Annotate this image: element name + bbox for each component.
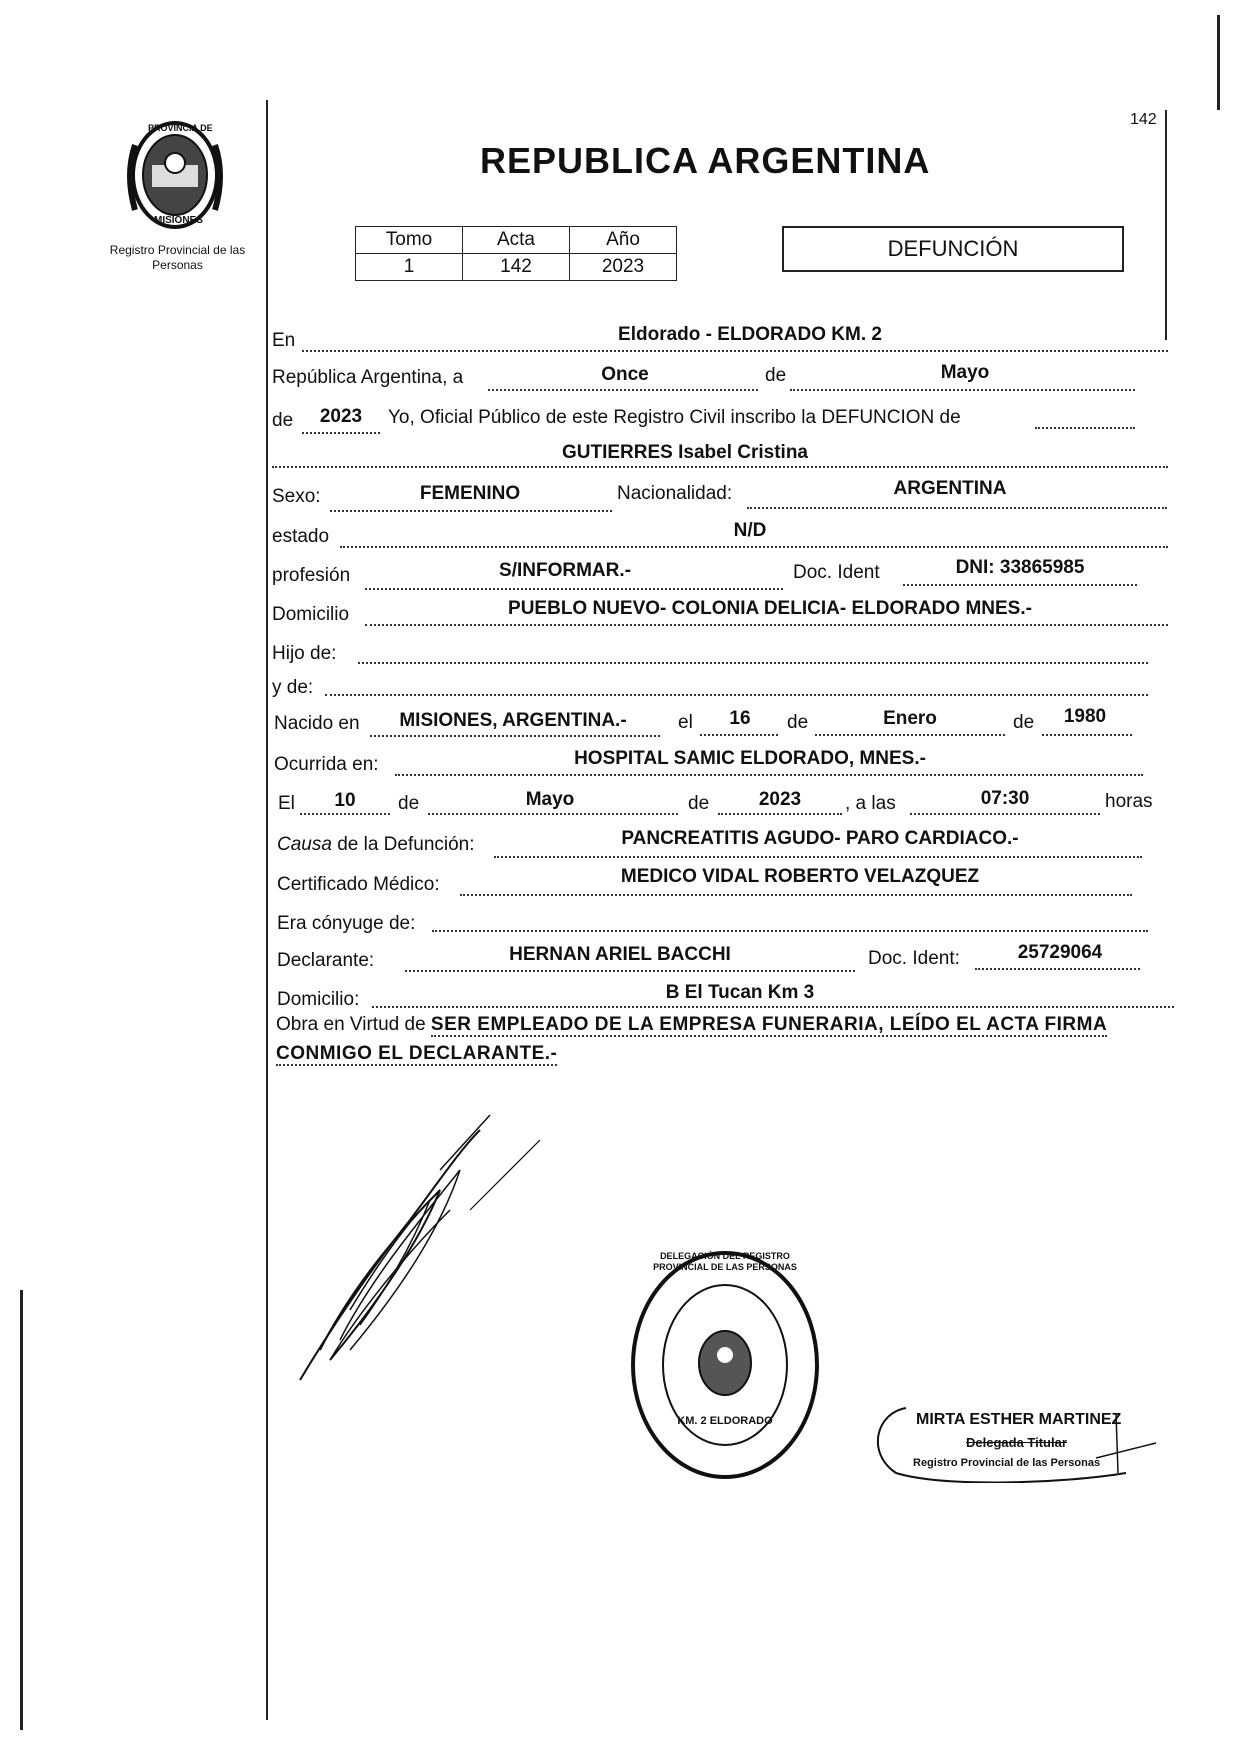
dots-nacido-en <box>370 735 660 737</box>
value-def-anio: 2023 <box>758 789 802 810</box>
dots-mes <box>790 389 1135 391</box>
label-ocurrida-en: Ocurrida en: <box>274 754 379 775</box>
dots-lugar <box>302 350 1168 352</box>
right-border <box>1165 110 1167 340</box>
dots-nac-anio <box>1042 734 1132 736</box>
registry-name: Registro Provincial de las Personas <box>109 243 246 272</box>
value-hora: 07:30 <box>980 788 1030 809</box>
dots-def-dia <box>300 813 390 815</box>
tomo-header: Tomo <box>356 227 463 254</box>
label-sexo: Sexo: <box>272 486 321 507</box>
label-nacionalidad: Nacionalidad: <box>617 483 733 504</box>
record-reference-table <box>355 226 677 281</box>
label-republica: República Argentina, a <box>272 367 464 388</box>
value-nac-anio: 1980 <box>1063 706 1107 727</box>
value-nac-dia: 16 <box>729 708 751 729</box>
dots-y-de <box>325 694 1148 696</box>
value-nacionalidad: ARGENTINA <box>893 478 1007 499</box>
official-name: MIRTA ESTHER MARTINEZ <box>916 1411 1122 1428</box>
value-def-mes: Mayo <box>525 789 575 810</box>
value-nac-mes: Enero <box>883 708 937 729</box>
value-ocurrida-en: HOSPITAL SAMIC ELDORADO, MNES.- <box>574 748 926 769</box>
dots-nac-dia <box>700 734 778 736</box>
dots-nombre <box>272 466 1168 468</box>
value-lugar: Eldorado - ELDORADO KM. 2 <box>618 324 882 345</box>
value-domicilio: PUEBLO NUEVO- COLONIA DELICIA- ELDORADO MNES.- <box>508 598 1032 619</box>
label-de-5: de <box>398 793 420 814</box>
dots-declarante <box>405 970 855 972</box>
dots-certificado <box>460 894 1132 896</box>
acta-header: Acta <box>463 227 570 254</box>
label-doc-ident: Doc. Ident <box>793 562 880 583</box>
label-de-2: de <box>272 410 294 431</box>
label-el-cap: El <box>278 793 295 814</box>
value-mes: Mayo <box>940 362 990 383</box>
dots-domicilio <box>365 624 1168 626</box>
dots-def-mes <box>428 813 678 815</box>
dots-sexo <box>330 510 612 512</box>
label-obra: Obra en Virtud de <box>276 1014 426 1035</box>
dots-declarante-domicilio <box>372 1006 1174 1008</box>
label-profesion: profesión <box>272 565 351 586</box>
declarant-signature <box>290 1110 550 1390</box>
seal-ring-text: DELEGACIÓN DEL REGISTRO PROVINCIAL DE LAS PERSONAS <box>653 1251 797 1272</box>
dots-anio <box>302 432 380 434</box>
value-dia: Once <box>601 364 649 385</box>
label-de-4: de <box>1013 712 1035 733</box>
label-certificado: Certificado Médico: <box>277 874 440 895</box>
tomo-value: 1 <box>356 254 463 281</box>
label-de-3: de <box>787 712 809 733</box>
official-role: Delegada Titular <box>966 1435 1067 1450</box>
province-logo <box>120 115 230 235</box>
document-type: DEFUNCIÓN <box>782 226 1124 272</box>
label-yo: Yo, Oficial Público de este Registro Civil inscribo la DEFUNCION de <box>388 407 961 428</box>
value-declarante-doc: 25729064 <box>1017 942 1103 963</box>
label-horas: horas <box>1105 791 1153 812</box>
label-conyuge: Era cónyuge de: <box>277 913 416 934</box>
logo-text-bottom: MISIONES <box>154 215 203 226</box>
value-anio: 2023 <box>319 406 363 427</box>
dots-declarante-doc <box>975 968 1140 970</box>
value-def-dia: 10 <box>334 790 356 811</box>
label-en: En <box>272 330 296 351</box>
anio-value: 2023 <box>570 254 677 281</box>
label-doc-ident-2: Doc. Ident: <box>868 948 960 969</box>
dots-def-anio <box>718 813 842 815</box>
dots-dia <box>488 389 758 391</box>
page-number: 142 <box>1130 111 1157 128</box>
left-border <box>266 100 268 1720</box>
page-title: REPUBLICA ARGENTINA <box>480 140 931 181</box>
dots-documento <box>903 584 1137 586</box>
dots-estado <box>340 546 1168 548</box>
official-seal <box>625 1245 825 1485</box>
anio-header: Año <box>570 227 677 254</box>
value-nacido-en: MISIONES, ARGENTINA.- <box>399 710 627 731</box>
official-org: Registro Provincial de las Personas <box>913 1457 1101 1469</box>
dots-yo <box>1035 427 1135 429</box>
label-nacido-en: Nacido en <box>274 713 360 734</box>
value-estado: N/D <box>733 520 767 541</box>
official-stamp <box>866 1403 1162 1483</box>
label-de-1: de <box>765 365 787 386</box>
value-obra: SER EMPLEADO DE LA EMPRESA FUNERARIA, LEÍDO EL ACTA FIRMA CONMIGO EL DECLARANTE.- <box>276 1014 1108 1064</box>
edge-mark-left <box>20 1290 23 1730</box>
label-causa-b: de la Defunción: <box>337 834 475 855</box>
obra-en-virtud <box>276 1010 1170 1068</box>
dots-hijo-de <box>358 662 1148 664</box>
label-estado: estado <box>272 526 330 547</box>
dots-hora <box>910 813 1100 815</box>
label-de-6: de <box>688 793 710 814</box>
dots-nac-mes <box>815 734 1005 736</box>
value-documento: DNI: 33865985 <box>955 557 1085 578</box>
dots-nacionalidad <box>747 507 1167 509</box>
seal-center-text: KM. 2 ELDORADO <box>677 1415 773 1427</box>
value-declarante: HERNAN ARIEL BACCHI <box>509 944 731 965</box>
logo-text-top: PROVINCIA DE <box>148 123 213 133</box>
label-hijo-de: Hijo de: <box>272 643 337 664</box>
value-nombre: GUTIERRES Isabel Cristina <box>561 442 808 463</box>
label-el: el <box>678 712 693 733</box>
value-causa: PANCREATITIS AGUDO- PARO CARDIACO.- <box>621 828 1019 849</box>
value-certificado: MEDICO VIDAL ROBERTO VELAZQUEZ <box>620 866 980 887</box>
label-y-de: y de: <box>272 677 314 698</box>
value-declarante-domicilio: B El Tucan Km 3 <box>665 982 815 1003</box>
label-causa <box>277 834 475 856</box>
dots-ocurrida-en <box>395 774 1143 776</box>
dots-profesion <box>365 588 783 590</box>
label-declarante: Declarante: <box>277 950 375 971</box>
label-domicilio: Domicilio <box>272 604 350 625</box>
label-domicilio-2: Domicilio: <box>277 989 360 1010</box>
label-causa-a: Causa <box>277 834 332 855</box>
dots-conyuge <box>432 930 1148 932</box>
value-profesion: S/INFORMAR.- <box>499 560 631 581</box>
dots-causa <box>494 856 1142 858</box>
value-sexo: FEMENINO <box>419 483 521 504</box>
edge-mark-top <box>1217 15 1220 110</box>
acta-value: 142 <box>463 254 570 281</box>
label-a-las: , a las <box>845 793 896 814</box>
